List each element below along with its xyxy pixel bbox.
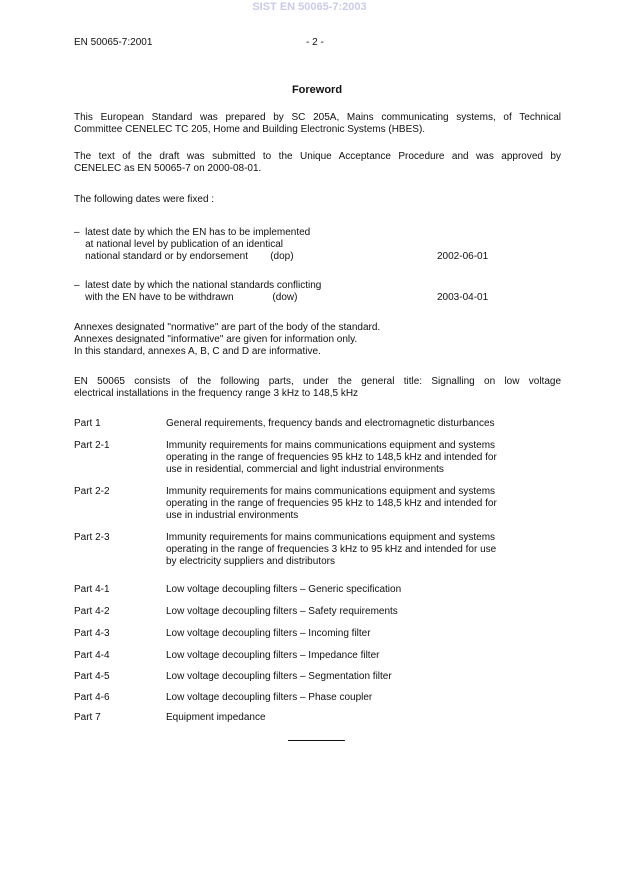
part-label: Part 4-5: [74, 671, 110, 682]
paragraph-line: CENELEC as EN 50065-7 on 2000-08-01.: [74, 163, 262, 174]
date-item-line: national standard or by endorsement (dop): [74, 251, 294, 262]
document-id: EN 50065-7:2001: [74, 37, 153, 48]
part-label: Part 4-1: [74, 584, 110, 595]
date-item-line: – latest date by which the EN has to be implemented: [74, 227, 311, 238]
part-description: General requirements, frequency bands and electromagnetic disturbances: [166, 418, 495, 429]
part-label: Part 2-1: [74, 440, 110, 451]
date-value-dow: 2003-04-01: [437, 292, 489, 303]
part-description: operating in the range of frequencies 95 kHz to 148,5 kHz and intended for: [166, 498, 497, 509]
part-description: by electricity suppliers and distributors: [166, 556, 335, 567]
parts-intro-line: electrical installations in the frequency range 3 kHz to 148,5 kHz: [74, 388, 359, 399]
part-description: use in industrial environments: [166, 510, 299, 521]
part-label: Part 4-2: [74, 606, 110, 617]
end-rule: [288, 740, 345, 741]
dates-intro: The following dates were fixed :: [74, 194, 215, 205]
annex-line: In this standard, annexes A, B, C and D are informative.: [74, 346, 321, 357]
part-description: Low voltage decoupling filters – Generic specification: [166, 584, 402, 595]
annex-line: Annexes designated "informative" are given for information only.: [74, 334, 358, 345]
watermark: SIST EN 50065-7:2003: [252, 1, 367, 13]
date-value-dop: 2002-06-01: [437, 251, 489, 262]
part-description: Low voltage decoupling filters – Phase coupler: [166, 692, 373, 703]
part-description: operating in the range of frequencies 3 kHz to 95 kHz and intended for use: [166, 544, 497, 555]
part-label: Part 1: [74, 418, 101, 429]
part-label: Part 4-6: [74, 692, 110, 703]
part-label: Part 2-3: [74, 532, 110, 543]
parts-intro-line: EN 50065 consists of the following parts, under the general title: Signalling on low voltage: [74, 376, 561, 387]
paragraph-line: This European Standard was prepared by SC 205A, Mains communicating systems, of Technical: [74, 112, 561, 123]
section-title: Foreword: [291, 84, 343, 96]
date-item-line: with the EN have to be withdrawn (dow): [74, 292, 298, 303]
paragraph-line: Committee CENELEC TC 205, Home and Building Electronic Systems (HBES).: [74, 124, 426, 135]
part-description: Equipment impedance: [166, 712, 266, 723]
part-label: Part 2-2: [74, 486, 110, 497]
part-description: Low voltage decoupling filters – Segmentation filter: [166, 671, 392, 682]
date-item-line: – latest date by which the national standards conflicting: [74, 280, 322, 291]
page-number: - 2 -: [306, 37, 324, 48]
part-label: Part 4-3: [74, 628, 110, 639]
part-description: Low voltage decoupling filters – Impedance filter: [166, 650, 380, 661]
part-description: Low voltage decoupling filters – Safety requirements: [166, 606, 398, 617]
part-description: operating in the range of frequencies 95 kHz to 148,5 kHz and intended for: [166, 452, 497, 463]
part-description: Low voltage decoupling filters – Incoming filter: [166, 628, 371, 639]
date-item-line: at national level by publication of an identical: [74, 239, 284, 250]
part-description: use in residential, commercial and light industrial environments: [166, 464, 444, 475]
part-description: Immunity requirements for mains communications equipment and systems: [166, 440, 496, 451]
part-label: Part 7: [74, 712, 101, 723]
annex-line: Annexes designated "normative" are part of the body of the standard.: [74, 322, 381, 333]
part-description: Immunity requirements for mains communications equipment and systems: [166, 532, 496, 543]
part-label: Part 4-4: [74, 650, 110, 661]
paragraph-line: The text of the draft was submitted to the Unique Acceptance Procedure and was approved by: [74, 151, 561, 162]
part-description: Immunity requirements for mains communications equipment and systems: [166, 486, 496, 497]
